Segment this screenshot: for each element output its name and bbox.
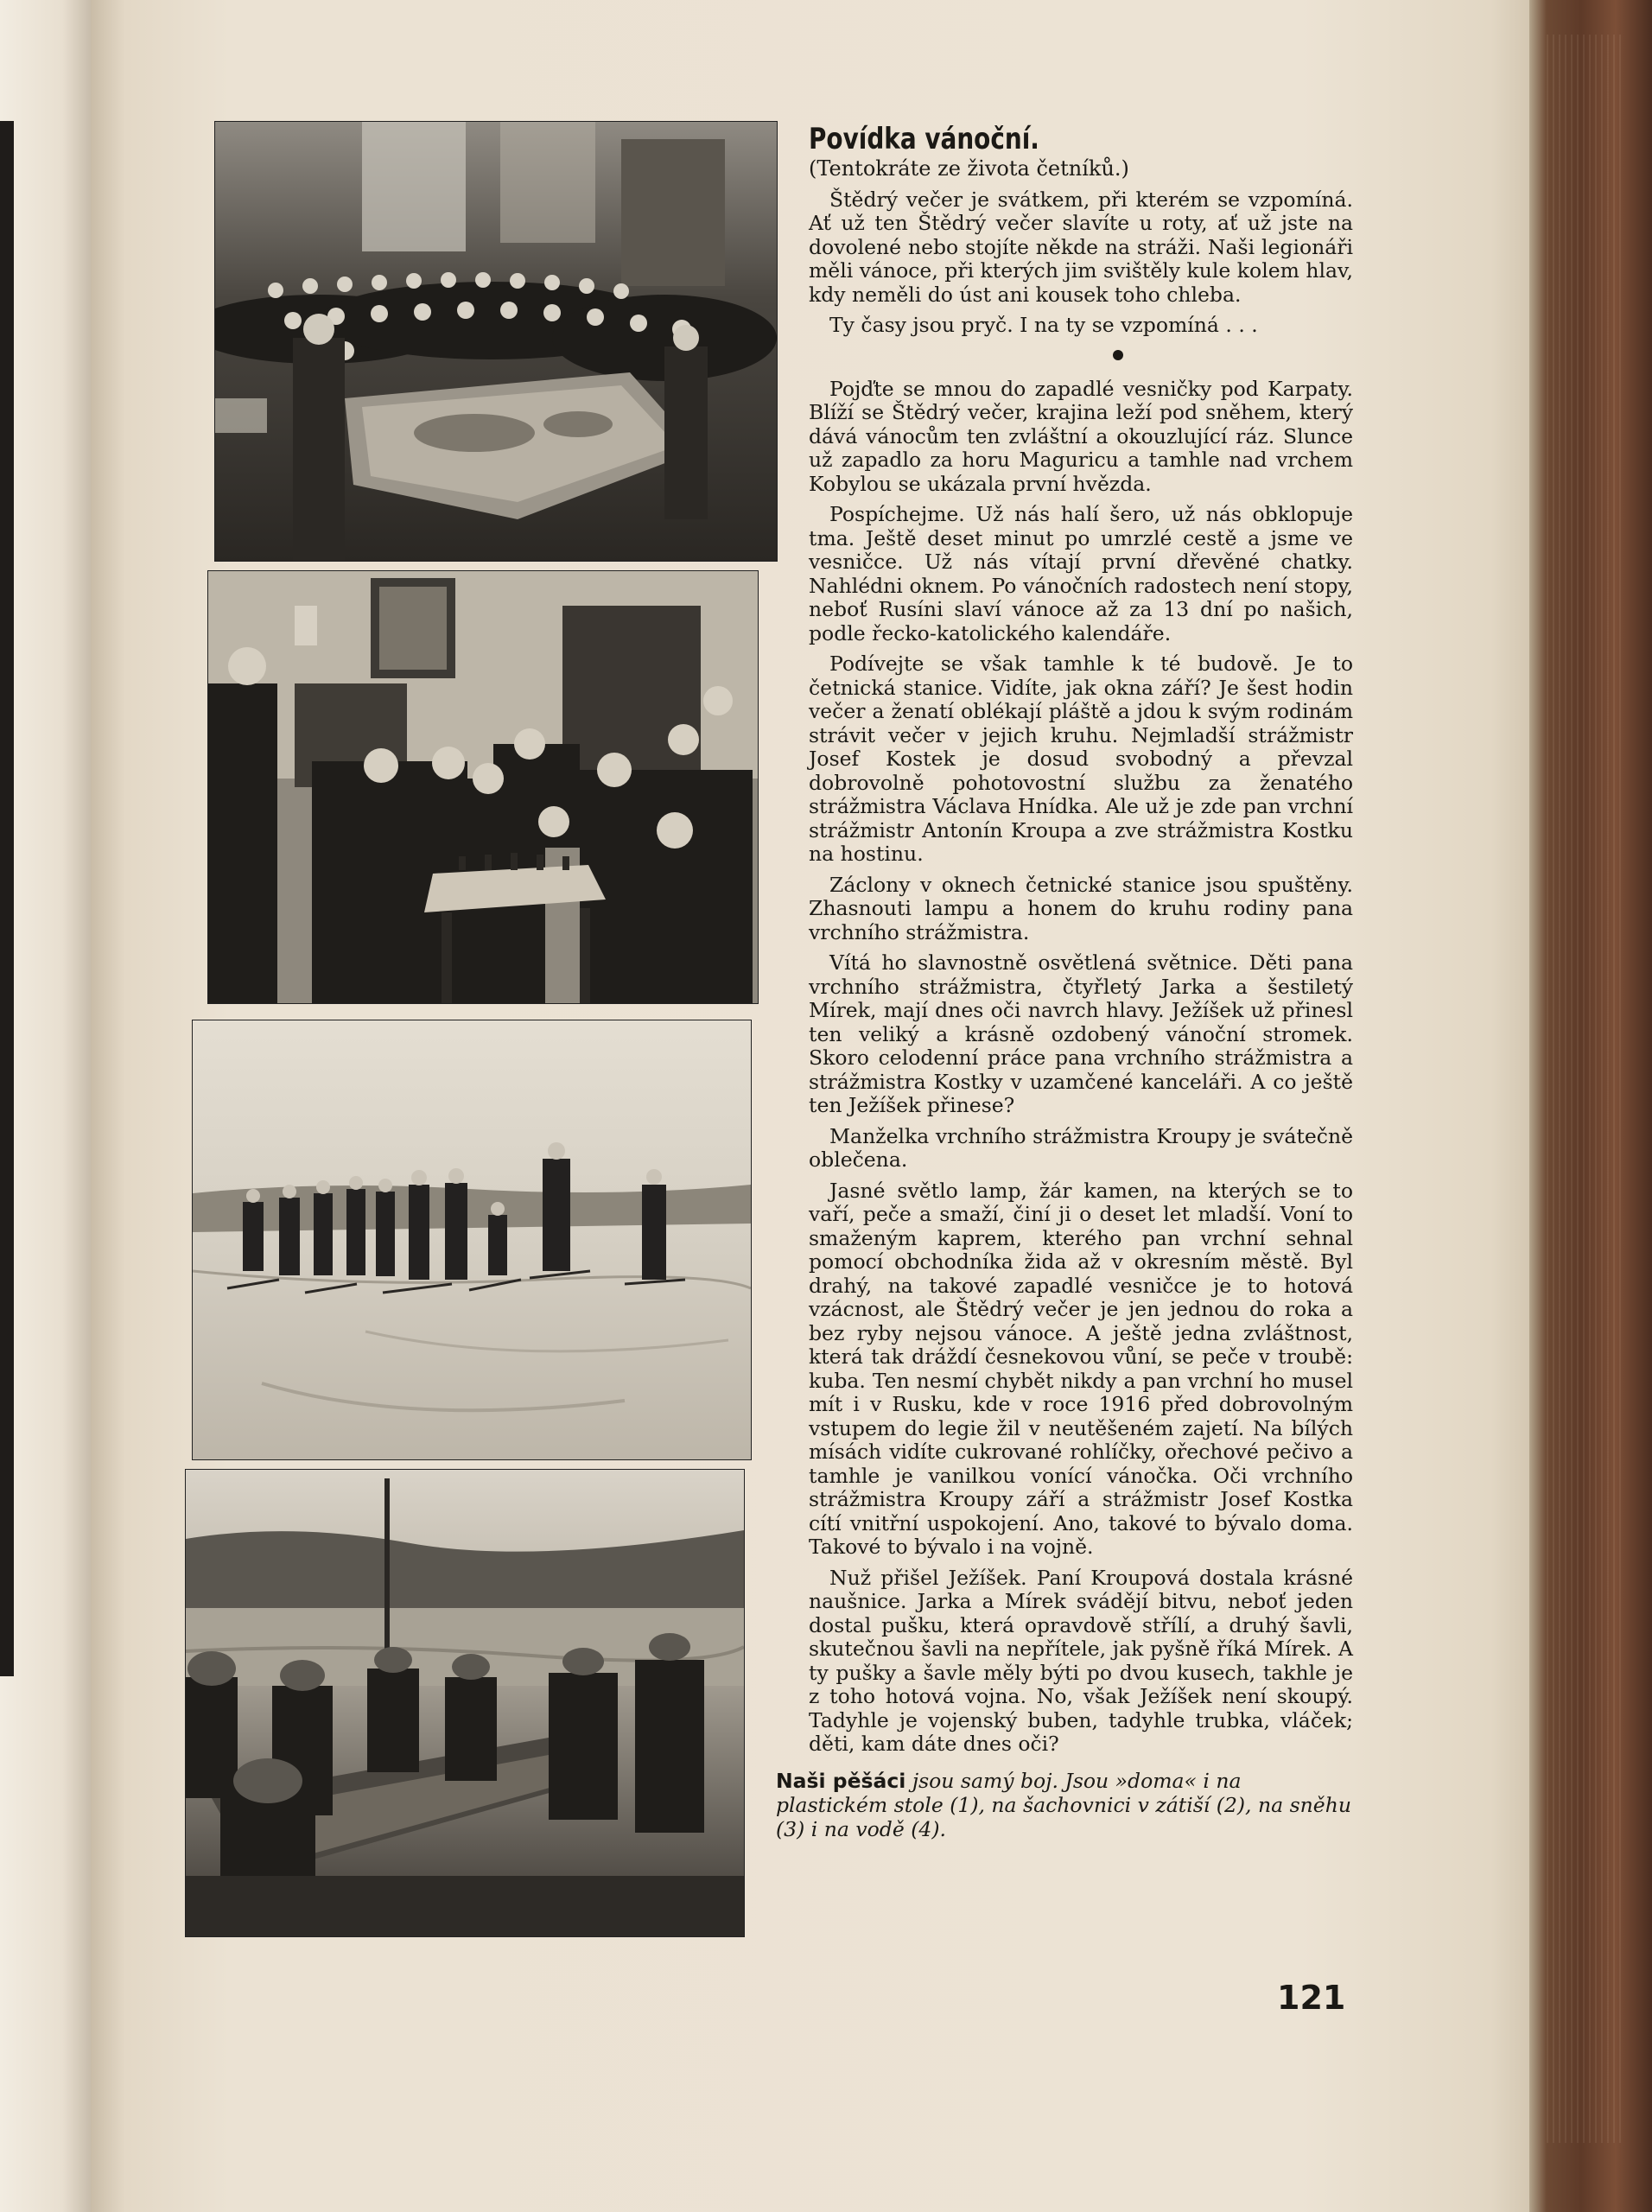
page-block-edges: [1547, 35, 1624, 2143]
facing-page-photo-edge: [0, 121, 14, 1676]
photo-caption: [776, 1769, 1353, 1841]
page-number: 121: [1277, 1979, 1346, 2017]
photo-ski: [192, 1020, 752, 1460]
story-paragraph-5: Vítá ho slavnostně osvětlená světnice. Děti pana vrchního strážmistra, čtyřletý Jarka a šestiletý Mírek, mají dnes oči navrch hlavy. Ježíšek už přinesl ten veliký a krásně ozdobený vánoční stromek. Skoro celodenní práce pana vrchního strážmistra a strážmistra Kostky v uzamčené kanceláři. A co ještě ten Ježíšek přinese?: [809, 950, 1353, 1117]
photo-chess-image: [208, 571, 758, 1003]
story-paragraph-2: Pospíchejme. Už nás halí šero, už nás obklopuje tma. Ještě deset minut po umrzlé cestě a jsme ve vesničce. Už nás vítají první dřevěné chatky. Nahlédni oknem. Po vánočních radostech není stopy, neboť Rusíni slaví vánoce až za 13 dní po našich, podle řecko-katolického kalendáře.: [809, 502, 1353, 645]
intro-paragraph-1: Štědrý večer je svátkem, při kterém se vzpomíná. Ať už ten Štědrý večer slavíte u roty, ať už jste na dovolené nebo stojíte někde na stráži. Naši legionáři měli vánoce, při kterých jim svištěly kule kolem hlav, kdy neměli do úst ani kousek toho chleba.: [809, 187, 1353, 307]
photo-map-table: [214, 121, 778, 562]
story-paragraph-8: Nuž přišel Ježíšek. Paní Kroupová dostala krásné naušnice. Jarka a Mírek svádějí bitvu, neboť jeden dostal pušku, která opravdově střílí, a druhý šavli, skutečnou šavli na nepřítele, jak pyšně říká Mírek. A ty pušky a šavle měly býti po dvou kusech, takhle je z toho hotová vojna. No, však Ježíšek není skoupý. Tadyhle je vojenský buben, tadyhle trubka, vláček; děti, kam dáte dnes oči?: [809, 1565, 1353, 1756]
photo-ski-image: [193, 1020, 751, 1459]
intro-paragraph-2: Ty časy jsou pryč. I na ty se vzpomíná . . .: [829, 313, 1258, 337]
story-paragraph-6: Manželka vrchního strážmistra Kroupy je svátečně oblečena.: [809, 1123, 1353, 1172]
section-divider-dot: [1113, 350, 1123, 360]
article-title: Povídka vánoční.: [809, 122, 1039, 156]
photo-water: [185, 1469, 745, 1937]
article-subtitle: (Tentokráte ze života četníků.): [809, 156, 1129, 181]
photo-chess: [207, 570, 759, 1004]
photo-water-image: [186, 1470, 744, 1936]
story-paragraph-3: Podívejte se však tamhle k té budově. Je to četnická stanice. Vidíte, jak okna září? Je šest hodin večer a ženatí oblékají pláště a jdou k svým rodinám strávit večer v jejich kruhu. Nejmladší strážmistr Josef Kostek je dosud svobodný a převzal dobrovolně pohotovostní službu za ženatého strážmistra Václava Hnídka. Ale už je zde pan vrchní strážmistr Antonín Kroupa a zve strážmistra Kostku na hostinu.: [809, 652, 1353, 866]
story-paragraph-7: Jasné světlo lamp, žár kamen, na kterých se to vaří, peče a smaží, činí ji o deset let mladší. Voní to smaženým kaprem, kterého pan vrchní sehnal pomocí obchodníka žida až v okresním městě. Byl drahý, na takové zapadlé vesničce je to hotová vzácnost, ale Štědrý večer je jen jednou do roka a bez ryby nejsou vánoce. A ještě jedna zvláštnost, která tak dráždí česnekovou vůní, se peče v troubě: kuba. Ten nesmí chybět nikdy a pan vrchní ho musel mít i v Rusku, kde v roce 1916 před dobrovolným vstupem do legie žil v neutěšeném zajetí. Na bílých mísách vidíte cukrované rohlíčky, ořechové pečivo a tamhle je vanilkou vonící vánočka. Oči vrchního strážmistra Kroupy září a strážmistr Josef Kostka cítí vnitřní uspokojení. Ano, takové to bývalo doma. Takové to bývalo i na vojně.: [809, 1178, 1353, 1559]
photo-map-table-image: [215, 122, 777, 561]
article: [776, 121, 1353, 1841]
caption-text: jsou samý boj. Jsou »doma« i na plastickém stole (1), na šachovnici v zátiší (2), na sněhu (3) i na vodě (4).: [776, 1768, 1351, 1841]
facing-page-edge: [0, 0, 104, 2212]
story-paragraph-1: Pojďte se mnou do zapadlé vesničky pod Karpaty. Blíží se Štědrý večer, krajina leží pod sněhem, který dává vánocům ten zvláštní a okouzlující ráz. Slunce už zapadlo za horu Maguricu a tamhle nad vrchem Kobylou se ukázala první hvězda.: [809, 376, 1353, 496]
caption-lead: Naši pěšáci: [776, 1768, 906, 1793]
story-paragraph-4: Záclony v oknech četnické stanice jsou spuštěny. Zhasnouti lampu a honem do kruhu rodiny pana vrchního strážmistra.: [809, 872, 1353, 944]
